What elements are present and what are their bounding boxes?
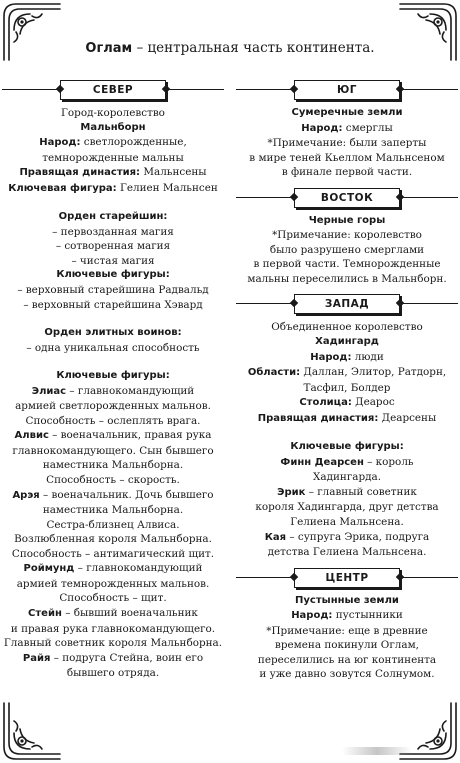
roimund-line: армией темнорожденных мальнов. <box>16 577 210 590</box>
roimund-entry: Роймунд – главнокомандующий <box>23 562 203 575</box>
arie-line: Возлюбленная короля Мальнборна. <box>14 533 212 546</box>
west-kingdom-type: Объединенное королевство <box>271 321 423 334</box>
west-figures-title: Ключевые фигуры: <box>290 441 404 453</box>
south-note: *Примечание: были заперты <box>267 137 427 150</box>
elias-entry: Элиас – главнокомандующий <box>31 384 195 397</box>
right-column <box>236 80 458 682</box>
corner-ornament-bottom-left <box>0 701 62 763</box>
order-figure-item: – верховный старейшина Хэвард <box>23 298 203 311</box>
east-section-header <box>236 188 458 208</box>
erik-line: Гелиена Мальнсена. <box>290 516 404 529</box>
title-bold: Оглам <box>85 41 133 56</box>
order-figures-title: Ключевые фигуры: <box>56 269 170 281</box>
elias-line: армией светлорожденных мальнов. <box>15 400 211 413</box>
north-section-header <box>2 80 224 100</box>
alvis-line: наместника Мальнборна. <box>42 459 184 472</box>
center-section-header <box>236 568 458 588</box>
roimund-line: Способность – щит. <box>59 592 167 605</box>
north-figures-title: Ключевые фигуры: <box>56 370 170 382</box>
stein-entry: Стейн – бывший военачальник <box>28 606 198 619</box>
north-kingdom-name: Мальнборн <box>80 121 146 133</box>
erik-line: короля Хадингарда, друг детства <box>255 501 439 514</box>
south-people: Народ: смерглы <box>301 121 393 134</box>
center-note: переселились на юг континента <box>257 653 437 666</box>
alvis-entry: Алвис – военачальник, правая рука <box>14 429 212 442</box>
title-rest: – центральная часть континента. <box>132 40 375 56</box>
east-land-name: Черные горы <box>308 214 386 226</box>
west-capital: Столица: Деарос <box>299 396 395 409</box>
order-elders-item: – сотворенная магия <box>55 240 171 253</box>
finn-line: Хадингарда. <box>312 471 382 484</box>
scan-smudge <box>342 747 412 755</box>
south-note: в мире теней Кьеллом Мальнсеном <box>249 151 445 164</box>
center-note: и уже давно зовутся Солнумом. <box>259 668 435 681</box>
north-dynasty: Правящая династия: Мальнсены <box>19 166 207 179</box>
elite-order-item: – одна уникальная способность <box>26 341 200 354</box>
elite-order-title: Орден элитных воинов: <box>44 327 182 339</box>
north-people: Народ: светлорожденные, <box>39 136 187 149</box>
order-elders-item: – первозданная магия <box>52 225 174 238</box>
center-note: *Примечание: еще в древние <box>266 624 428 637</box>
west-people: Народ: люди <box>310 350 384 363</box>
west-dynasty: Правящая династия: Деарсены <box>257 411 437 424</box>
west-section-header <box>236 294 458 314</box>
east-note: в первой части. Темнорожденные <box>253 258 441 271</box>
west-regions: Области: Даллан, Элитор, Ратдорн, <box>247 366 447 379</box>
east-note: *Примечание: королевство <box>272 229 422 242</box>
arie-line: наместника Мальнборна. <box>42 504 184 517</box>
kaya-entry: Кая – супруга Эрика, подруга <box>264 530 430 543</box>
center-note: времена покинули Оглам, <box>275 639 419 652</box>
stein-line: Главный советник короля Мальнборна. <box>3 637 223 650</box>
west-regions-cont: Тасфил, Болдер <box>303 381 391 394</box>
kaya-line: детства Гелиена Мальнсена. <box>267 546 427 559</box>
elias-line: Способность – ослеплять врага. <box>25 414 201 427</box>
north-people-cont: темнорожденные мальны <box>42 151 184 164</box>
alvis-line: Способность – скорость. <box>46 474 180 487</box>
south-label: ЮГ <box>294 80 400 100</box>
north-column <box>2 80 224 681</box>
raya-line: бывшего отряда. <box>66 667 160 680</box>
south-section-header <box>236 80 458 100</box>
west-label: ЗАПАД <box>294 294 400 314</box>
east-label: ВОСТОК <box>294 188 400 208</box>
south-land-name: Сумеречные земли <box>291 107 403 118</box>
order-elders-title: Орден старейшин: <box>58 211 168 223</box>
finn-entry: Финн Деарсен – король <box>280 455 414 468</box>
stein-line: и правая рука главнокомандующего. <box>10 622 216 635</box>
north-key-figure: Ключевая фигура: Гелиен Мальнсен <box>8 181 218 194</box>
north-kingdom-type: Город-королевство <box>61 107 165 119</box>
west-kingdom-name: Хадингард <box>315 336 379 348</box>
erik-entry: Эрик – главный советник <box>277 485 417 498</box>
center-label: ЦЕНТР <box>294 568 400 588</box>
south-note: в финале первой части. <box>281 166 413 179</box>
north-label: СЕВЕР <box>60 80 166 100</box>
arie-line: Сестра-близнец Алвиса. <box>46 518 180 531</box>
alvis-line: главнокомандующего. Сын бывшего <box>12 444 214 457</box>
order-figure-item: – верховный старейшина Радвальд <box>17 284 209 297</box>
arie-entry: Арэя – военачальник. Дочь бывшего <box>12 488 214 501</box>
page-title <box>0 40 460 56</box>
order-elders-item: – чистая магия <box>71 254 155 267</box>
raya-entry: Райя – подруга Стейна, воин его <box>22 651 204 664</box>
center-people: Народ: пустынники <box>291 609 403 622</box>
east-note: было разрушено смерглами <box>269 243 425 256</box>
east-note: мальны переселились в Мальнборн. <box>247 272 447 285</box>
arie-line: Способность – антимагический щит. <box>11 547 215 560</box>
center-land-name: Пустынные земли <box>295 594 399 606</box>
